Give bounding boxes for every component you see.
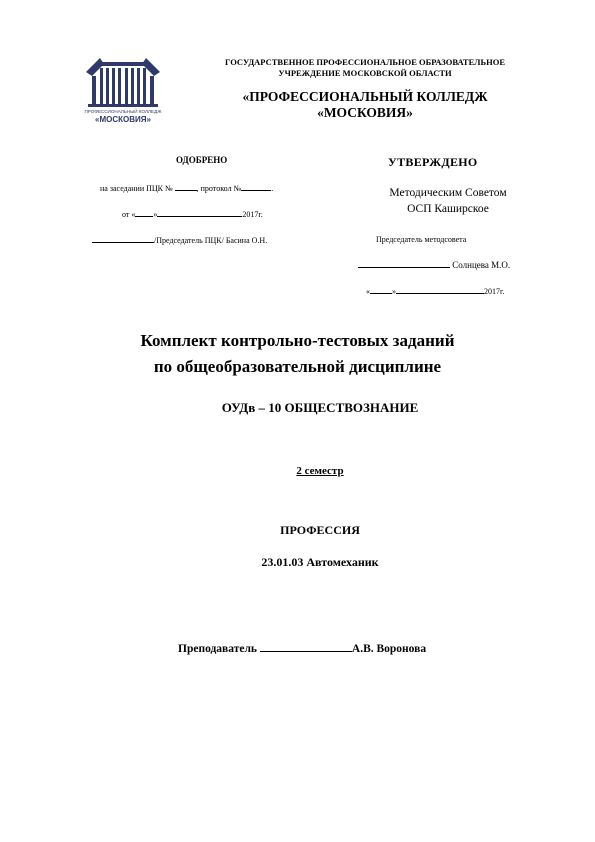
approved-right-date-line: « » 2017г. (366, 287, 505, 296)
approved-right-division: ОСП Каширское (407, 203, 489, 215)
blank-teacher-signature (260, 643, 352, 652)
logo-caption-big: «МОСКОВИЯ» (95, 115, 151, 124)
blank-day-right (370, 285, 392, 294)
blank-day (135, 208, 153, 217)
document-title-line-2: по общеобразовательной дисциплине (153, 357, 442, 376)
logo-caption-small: ПРОФЕССИОНАЛЬНЫЙ КОЛЛЕДЖ (84, 109, 162, 114)
college-building-logo-icon (82, 54, 164, 124)
approved-right-signature-line: Солнцева М.О. (358, 259, 510, 270)
college-line-2: «МОСКОВИЯ» (317, 105, 413, 120)
semester-label: 2 семестр (296, 465, 344, 477)
approved-right-title: УТВЕРЖДЕНО (388, 155, 478, 169)
organization-line-1: ГОСУДАРСТВЕННОЕ ПРОФЕССИОНАЛЬНОЕ ОБРАЗОВАТЕЛЬНОЕ (225, 57, 505, 67)
organization-line-2: УЧРЕЖДЕНИЕ МОСКОВСКОЙ ОБЛАСТИ (278, 68, 452, 78)
teacher-label: Преподаватель (178, 643, 260, 655)
college-line-1: «ПРОФЕССИОНАЛЬНЫЙ КОЛЛЕДЖ (242, 89, 488, 104)
teacher-name: А.В. Воронова (351, 643, 427, 655)
approved-left-signature-line: /Председатель ПЦК/ Басина О.Н. (92, 234, 267, 245)
profession-label: ПРОФЕССИЯ (280, 523, 360, 537)
profession-value: 23.01.03 Автомеханик (261, 555, 379, 569)
approved-left-title: ОДОБРЕНО (176, 155, 228, 165)
blank-protocol-number (241, 182, 271, 191)
blank-month (157, 208, 242, 217)
approved-left-date-line: от « » 2017г. (122, 210, 263, 219)
college-name (170, 89, 560, 121)
blank-month-right (396, 285, 484, 294)
document-title-line-1: Комплект контрольно-тестовых заданий (140, 331, 455, 350)
approved-right-council: Методическим Советом (389, 187, 507, 199)
teacher-line (178, 643, 426, 655)
subject-code: ОУДв – 10 ОБЩЕСТВОЗНАНИЕ (221, 400, 419, 415)
blank-pck-number (175, 182, 197, 191)
approved-left-meeting-line: на заседании ПЦК № , протокол № . (100, 184, 274, 193)
blank-signature (92, 234, 154, 243)
approved-right-chair-label: Председатель методсовета (376, 235, 467, 244)
blank-signature-right (358, 259, 450, 268)
organization-name (170, 57, 560, 79)
